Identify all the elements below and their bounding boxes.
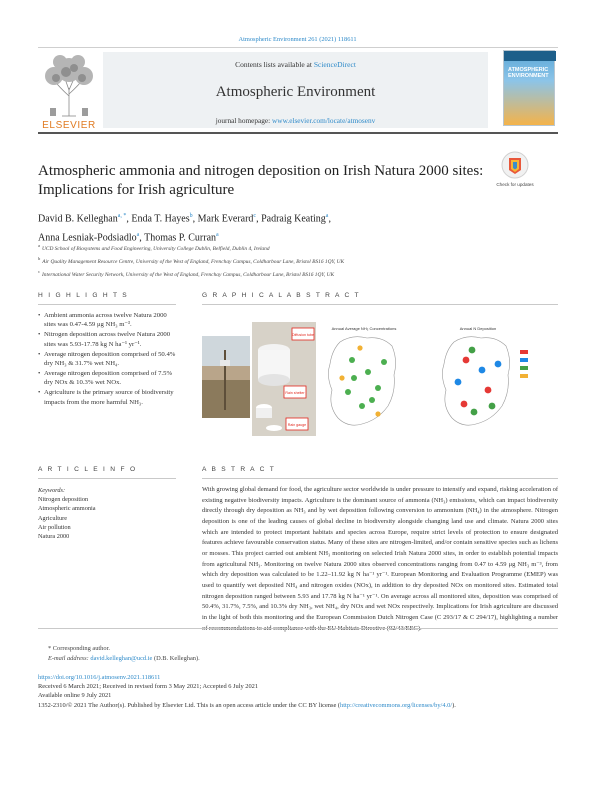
highlights-list — [38, 311, 176, 408]
author-affiliation-marker[interactable]: a — [136, 232, 140, 239]
keyword-item: Nitrogen deposition — [38, 496, 89, 504]
author-list: David B. Kelleghan$^{a, *}$, Enda T. Hayes$^b$, Mark Everard$^c$, Padraig Keating$^a$, Anna Lesniak-Podsiadlo$^a$, Thomas P. Curran$^a$ — [38, 213, 331, 244]
contents-prefix: Contents lists available at — [235, 60, 314, 69]
received-dates: Received 6 March 2021; Received in revised form 3 May 2021; Accepted 6 July 2021 — [38, 683, 259, 690]
highlights-rule — [38, 304, 176, 305]
license-line — [38, 701, 563, 710]
crossmark-icon[interactable] — [500, 150, 530, 180]
sciencedirect-link[interactable]: ScienceDirect — [313, 60, 356, 69]
affiliation-item — [38, 241, 558, 254]
homepage-prefix: journal homepage: — [215, 116, 273, 125]
email-line — [48, 654, 548, 664]
journal-cover-thumbnail — [503, 50, 555, 126]
available-online: Available online 9 July 2021 — [38, 692, 112, 699]
affiliation-list — [38, 241, 558, 279]
highlight-item: • Nitrogen deposition across twelve Natura 2000 sites was 5.93-17.78 kg N ha⁻¹ yr⁻¹. — [38, 330, 176, 349]
footnotes — [48, 644, 548, 664]
keywords-label: Keywords: — [38, 487, 66, 494]
author-name[interactable]: David B. Kelleghan — [38, 213, 118, 225]
article-info-heading: A R T I C L E I N F O — [38, 466, 137, 473]
affiliation-text: Air Quality Management Resource Centre, University of the West of England, Frenchay Campus, Coldharbour Lane, Bristol BS16 1QY, UK — [42, 258, 345, 265]
photo-label-rain-gauge: Rain gauge — [287, 423, 307, 427]
cover-top-band — [504, 51, 556, 61]
highlight-item: • Average nitrogen deposition comprised of 50.4% dry NH₃ & 31.7% wet NH₄. — [38, 350, 176, 369]
graphical-abstract-figure[interactable] — [202, 320, 558, 443]
author-affiliation-marker[interactable]: b — [189, 213, 193, 219]
header-bottom-rule — [38, 132, 558, 134]
affiliation-item — [38, 254, 558, 267]
map-label-deposition: Annual N Deposition — [459, 326, 497, 331]
keyword-item: Agriculture — [38, 514, 68, 522]
author-name[interactable]: Padraig Keating — [261, 213, 326, 225]
abstract-rule — [202, 478, 558, 479]
highlight-item: • Ambient ammonia across twelve Natura 2000 sites was 0.47-4.59 μg NH₃ m⁻³. — [38, 311, 176, 330]
keyword-item: Natura 2000 — [38, 533, 70, 541]
author-affiliation-marker[interactable]: a, * — [117, 213, 127, 219]
article-title-line-1: Atmospheric ammonia and nitrogen deposition on Irish Natura 2000 sites: — [38, 163, 484, 179]
keyword-item: Air pollution — [38, 523, 71, 531]
author-name[interactable]: Mark Everard — [197, 213, 254, 225]
affiliation-marker: b — [38, 255, 41, 261]
affiliation-text: UCD School of Biosystems and Food Engineering, University College Dublin, Belfield, Dublin 4, Ireland — [42, 245, 270, 252]
affiliation-item — [38, 267, 558, 280]
affiliation-marker: a — [38, 243, 40, 248]
author-name[interactable]: Anna Lesniak-Podsiadlo — [38, 232, 137, 244]
author-name[interactable]: Enda T. Hayes — [131, 213, 190, 225]
graphical-abstract-heading: G R A P H I C A L A B S T R A C T — [202, 292, 361, 299]
affiliation-marker: c — [38, 268, 40, 274]
keyword-item: Atmospheric ammonia — [38, 505, 96, 513]
journal-reference[interactable]: Atmospheric Environment 261 (2021) 118611 — [238, 36, 357, 43]
crossmark-label[interactable]: Check for updates — [496, 182, 534, 187]
author-affiliation-marker[interactable]: c — [253, 213, 257, 219]
author-affiliation-marker[interactable]: a — [325, 213, 329, 219]
author-affiliation-marker[interactable]: a — [216, 232, 219, 239]
email-suffix: (D.B. Kelleghan). — [152, 655, 200, 662]
doi-link[interactable]: https://doi.org/10.1016/j.atmosenv.2021.118611 — [38, 674, 161, 681]
homepage-link[interactable]: www.elsevier.com/locate/atmosenv — [272, 116, 376, 125]
map-label-nh3: Annual Average NH₃ Concentrations — [331, 326, 397, 331]
license-suffix: ). — [452, 702, 456, 709]
journal-title: Atmospheric Environment — [215, 84, 376, 100]
elsevier-wordmark: ELSEVIER — [42, 120, 96, 131]
cover-title: ATMOSPHERIC ENVIRONMENT — [508, 67, 549, 80]
license-link[interactable]: http://creativecommons.org/licenses/by/4.0/ — [340, 702, 453, 709]
corresponding-author-note: * Corresponding author. — [48, 645, 110, 652]
highlight-item: • Agriculture is the primary source of biodiversity impacts from the more harmful NH₃. — [38, 388, 176, 407]
header-top-rule — [38, 47, 558, 48]
publication-info — [38, 673, 563, 710]
article-title — [38, 162, 508, 200]
journal-homepage — [103, 116, 488, 125]
abstract-text: With growing global demand for food, the agriculture sector worldwide is under pressure to intensify and expand, risking acceleration of existing negative biodiversity impacts. Agriculture is the dominant source of ammonia (NH₃) emissions, which can impact biodiversity directly through dry deposition as NH₃ and by wet deposition following conversion to ammonium (NH₄) in the atmosphere. Nitrogen deposition is one of the leading causes of global decline in biodiversity alongside changing land use and climate. Natura 2000 sites which are intended to protect important habitats and species across Europe, require strict levels of protection to ensure designated features achieve favourable conservation status. Many of these sites are nitrogen-limited, and/or contain sensitive species such as lichens or mosses. This project carried out ambient NH₃ monitoring on selected Irish Natura 2000 sites, in order to establish potential impacts from agricultural NH₃. Monitoring on twelve Natura 2000 sites observed concentrations ranging from 0.47 to 4.59 μg NH₃ m⁻³, from which dry deposition was calculated to be 1.22–11.92 kg N ha⁻¹ yr⁻¹. European Monitoring and Evaluation Programme (EMEP) was used to quantify wet deposited NH₄ and nitrogen oxides (NOx), in addition to dry deposited NOx on monitored sites. Estimated total nitrogen deposition ranged between 5.93 and 17.78 kg N ha⁻¹ yr⁻¹. On average across all monitored sites, deposition was comprised of 50.4%, 31.7%, 7.5%, and 10.3% dry NH₃, wet NH₄, dry NOx and wet NOx respectively. Implications for Irish agriculture are discussed in the light of both this monitoring and the European Commission Dutch Nitrogen Case (C 293/17 & C 294/17), highlighting a number — [202, 486, 558, 621]
abstract-heading: A B S T R A C T — [202, 466, 276, 473]
photo-label-rain-shelter: Rain shelter — [285, 391, 305, 395]
abstract-bottom-rule — [38, 628, 558, 629]
license-prefix: 1352-2310/© 2021 The Author(s). Published by Elsevier Ltd. This is an open access article under the CC BY license ( — [38, 702, 341, 709]
photo-label-diffusion-tube: Diffusion tube — [292, 333, 314, 337]
affiliation-text: International Water Security Network, University of the West of England, Frenchay Campus, Coldharbour Lane, Bristol BS16 1QY, UK — [42, 271, 335, 278]
highlight-item: • Average nitrogen deposition comprised of 7.5% dry NOx & 10.3% wet NOx. — [38, 369, 176, 388]
email-link[interactable]: david.kelleghan@ucd.ie — [90, 655, 153, 662]
author-name[interactable]: Thomas P. Curran — [144, 232, 217, 244]
article-title-line-2: Implications for Irish agriculture — [38, 182, 235, 198]
email-label: E-mail address: — [48, 655, 91, 662]
graphical-abstract-rule — [202, 304, 558, 305]
contents-line — [103, 60, 488, 69]
article-info-rule — [38, 478, 176, 479]
highlights-heading: H I G H L I G H T S — [38, 292, 129, 299]
keywords-block — [38, 486, 176, 541]
